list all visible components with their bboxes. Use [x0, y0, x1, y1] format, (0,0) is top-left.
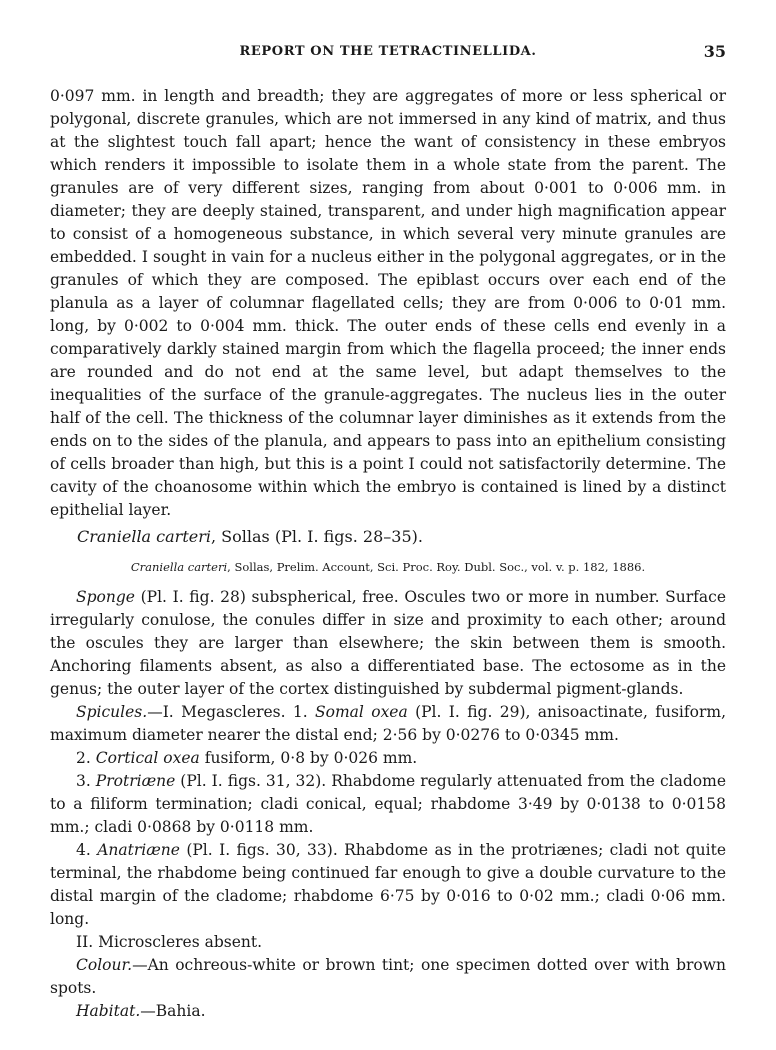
- somal-oxea-label: Somal oxea: [315, 703, 408, 721]
- species-name: Craniella carteri: [77, 527, 211, 546]
- species-heading-rest: , Sollas (Pl. I. figs. 28–35).: [211, 527, 423, 546]
- protriaene-paragraph: [50, 770, 726, 839]
- spicules-intro: —I. Megascleres. 1.: [147, 703, 316, 721]
- cortical-oxea-label: Cortical oxea: [95, 749, 200, 767]
- anatriaene-number: 4.: [76, 841, 98, 859]
- protriaene-text: (Pl. I. figs. 31, 32). Rhabdome regularly attenuated from the cladome to a filiform termination; cladi conical, equal; rhabdome 3·49 by 0·0138 to 0·0158 mm.; cladi 0·0868 by 0·0118 mm.: [50, 772, 726, 836]
- colour-text: —An ochreous-white or brown tint; one specimen dotted over with brown spots.: [50, 956, 726, 997]
- anatriaene-paragraph: [50, 839, 726, 931]
- species-description: [50, 586, 726, 1023]
- microscleres-paragraph: II. Microscleres absent.: [76, 933, 263, 951]
- citation-reference: , Sollas, Prelim. Account, Sci. Proc. Roy. Dubl. Soc., vol. v. p. 182, 1886.: [227, 560, 646, 574]
- habitat-paragraph: [50, 1000, 726, 1023]
- embryo-paragraph: 0·097 mm. in length and breadth; they are aggregates of more or less spherical or polygonal, discrete granules, which are not immersed in any kind of matrix, and thus at the slightest touch fall apart; hence the want of consistency in these embryos which renders it impossible to isolate them in a whole state from the parent. The granules are of very different sizes, ranging from about 0·001 to 0·006 mm. in diameter; they are deeply stained, transparent, and under high magnification appear to consist of a homogeneous substance, in which several very minute granules are embedded. I sought in vain for a nucleus either in the polygonal aggregates, or in the granules of which they are composed. The epiblast occurs over each end of the planula as a layer of columnar flagellated cells; they are from 0·006 to 0·01 mm. long, by 0·002 to 0·004 mm. thick. The outer ends of these cells end evenly in a comparatively darkly stained margin from which the flagella proceed; the inner ends are rounded and do not end at the same level, but adapt themselves to the inequalities of the surface of the granule-aggregates. The nucleus lies in the outer half of the cell. The thickness of the columnar layer diminishes as it extends from the ends on to the sides of the planula, and appears to pass into an epithelium consisting of cells broader than high, but this is a point I could not satisfactorily determine. The cavity of the choanosome within which the embryo is contained is lined by a distinct epithelial layer.: [50, 87, 726, 519]
- habitat-text: —Bahia.: [140, 1002, 206, 1020]
- colour-label: Colour.: [76, 956, 133, 974]
- anatriaene-text: (Pl. I. figs. 30, 33). Rhabdome as in the protriænes; cladi not quite terminal, the rhabdome being continued far enough to give a double curvature to the distal margin of the cladome; rhabdome 6·75 by 0·016 to 0·02 mm.; cladi 0·06 mm. long.: [50, 841, 727, 928]
- sponge-text: (Pl. I. fig. 28) subspherical, free. Oscules two or more in number. Surface irregularly conulose, the conules differ in size and proximity to each other; around the oscules they are larger than elsewhere; the skin between them is smooth. Anchoring filaments absent, as also a differentiated base. The ectosome as in the genus; the outer layer of the cortex distinguished by subdermal pigment-glands.: [50, 588, 726, 698]
- page-number: 35: [703, 42, 726, 61]
- running-title: REPORT ON THE TETRACTINELLIDA.: [239, 44, 537, 59]
- sponge-label: Sponge: [76, 588, 135, 606]
- running-head: [50, 44, 726, 66]
- species-citation: [50, 558, 726, 576]
- cortical-oxea-paragraph: [50, 747, 726, 770]
- protriaene-label: Protriæne: [95, 772, 176, 790]
- spicules-label: Spicules.: [76, 703, 148, 721]
- habitat-label: Habitat.: [76, 1002, 141, 1020]
- spicules-paragraph: [50, 701, 726, 747]
- cortical-oxea-text: fusiform, 0·8 by 0·026 mm.: [199, 749, 418, 767]
- citation-species-name: Craniella carteri: [130, 560, 228, 574]
- anatriaene-label: Anatriæne: [97, 841, 180, 859]
- cortical-oxea-number: 2.: [76, 749, 96, 767]
- sponge-paragraph: [50, 586, 726, 701]
- protriaene-number: 3.: [76, 772, 96, 790]
- species-heading: [77, 527, 423, 546]
- colour-paragraph: [50, 954, 726, 1000]
- somal-oxea-text: (Pl. I. fig. 29), anisoactinate, fusiform, maximum diameter nearer the distal end; 2·56 by 0·0276 to 0·0345 mm.: [50, 703, 726, 744]
